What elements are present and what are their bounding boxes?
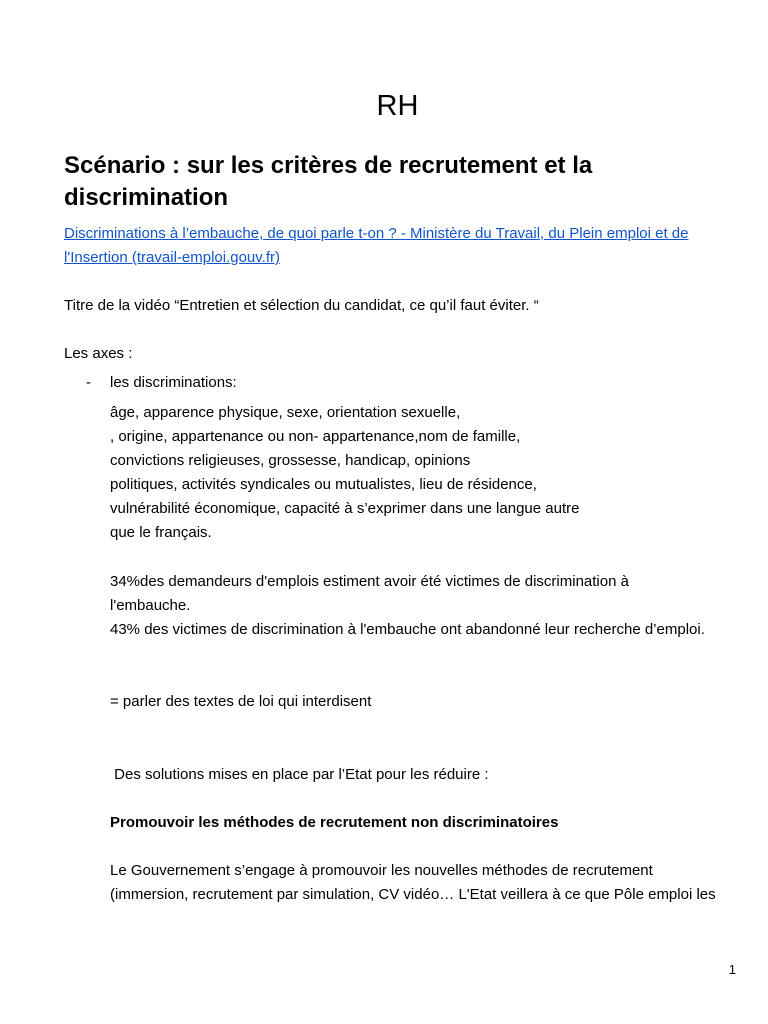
statistic-line: 34%des demandeurs d'emplois estiment avoir été victimes de discrimination à <box>110 573 629 590</box>
solutions-intro: Des solutions mises en place par l’Etat pour les réduire : <box>110 766 489 783</box>
discrimination-line: vulnérabilité économique, capacité à s’exprimer dans une langue autre <box>110 500 580 517</box>
source-link-line-1[interactable]: Discriminations à l’embauche, de quoi parle t-on ? - Ministère du Travail, du Plein emploi et de <box>64 225 689 242</box>
section-paragraph-line: Le Gouvernement s’engage à promouvoir les nouvelles méthodes de recrutement <box>110 862 653 879</box>
bullet-label: les discriminations: <box>110 374 237 391</box>
discrimination-line: convictions religieuses, grossesse, handicap, opinions <box>110 452 471 469</box>
section-heading: Promouvoir les méthodes de recrutement non discriminatoires <box>110 814 559 831</box>
document-title: RH <box>376 90 419 122</box>
section-paragraph-line: (immersion, recrutement par simulation, CV vidéo… L'Etat veillera à ce que Pôle emploi les <box>110 886 716 903</box>
page-number: 1 <box>728 962 736 977</box>
statistic-line: 43% des victimes de discrimination à l'embauche ont abandonné leur recherche d’emploi. <box>110 621 705 638</box>
source-link[interactable] <box>64 222 724 270</box>
video-title-text: Titre de la vidéo “Entretien et sélection du candidat, ce qu’il faut éviter. “ <box>64 297 539 314</box>
discrimination-line: que le français. <box>110 524 212 541</box>
bullet-dash-marker: - <box>86 374 91 391</box>
law-note: = parler des textes de loi qui interdisent <box>110 693 372 710</box>
scenario-heading: Scénario : sur les critères de recrutement et la discrimination <box>64 152 593 211</box>
source-link-line-2[interactable]: l'Insertion (travail-emploi.gouv.fr) <box>64 249 280 266</box>
axes-label: Les axes : <box>64 345 133 362</box>
discrimination-line: politiques, activités syndicales ou mutualistes, lieu de résidence, <box>110 476 537 493</box>
discrimination-line: , origine, appartenance ou non- appartenance,nom de famille, <box>110 428 521 445</box>
discrimination-line: âge, apparence physique, sexe, orientation sexuelle, <box>110 404 461 421</box>
statistic-line: l'embauche. <box>110 597 191 614</box>
